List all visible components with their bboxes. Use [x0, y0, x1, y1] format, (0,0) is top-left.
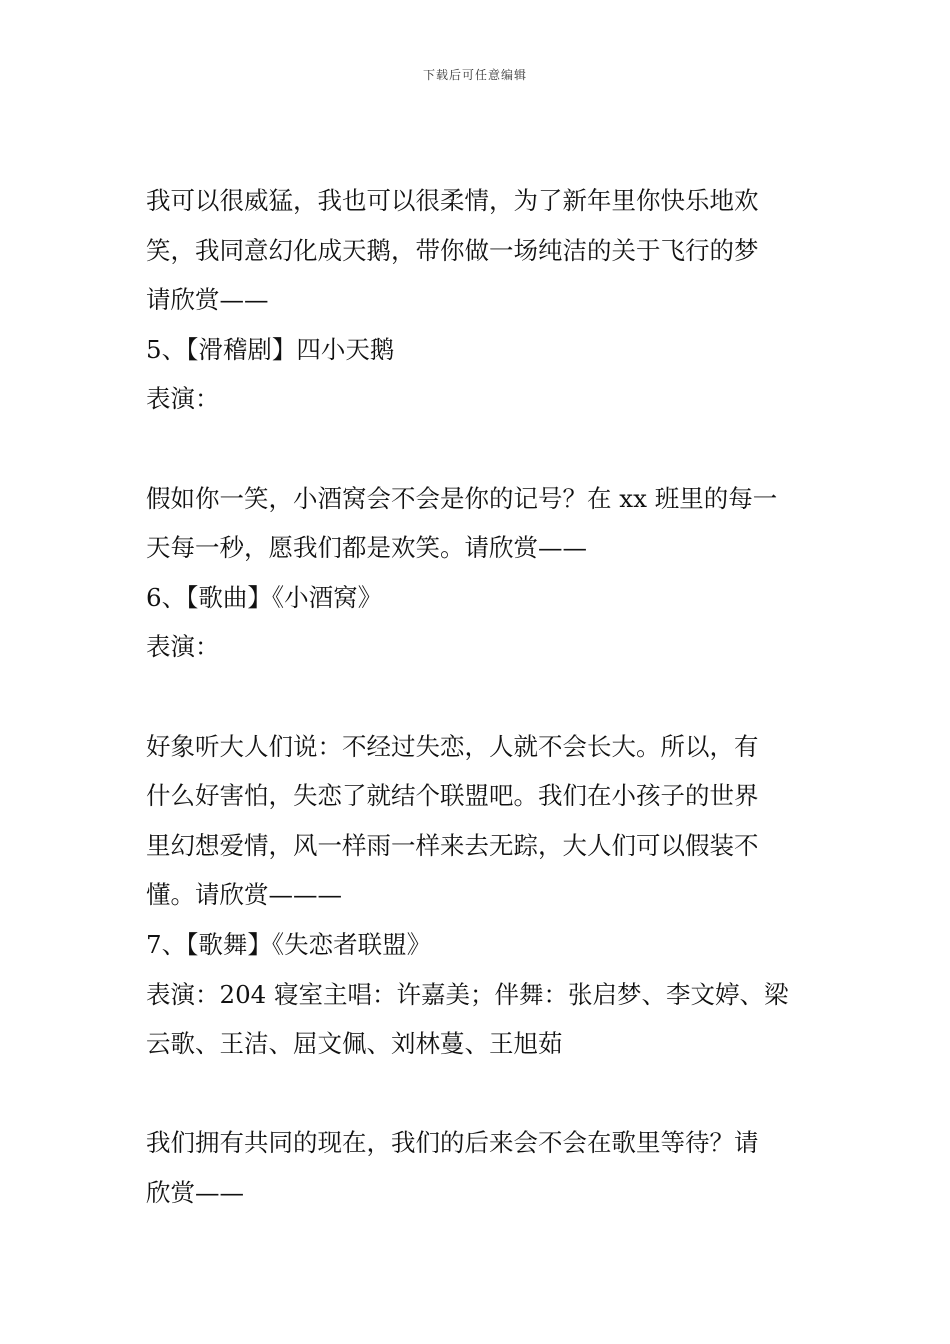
paragraph-line: 我们拥有共同的现在，我们的后来会不会在歌里等待？请: [146, 1128, 759, 1158]
paragraph-line: 什么好害怕，失恋了就结个联盟吧。我们在小孩子的世界: [146, 781, 759, 811]
section-intro: [146, 722, 811, 920]
paragraph-line: 我可以很威猛，我也可以很柔情，为了新年里你快乐地欢: [146, 186, 759, 215]
program-title: 7、【歌舞】《失恋者联盟》: [146, 929, 432, 959]
page-header: 下载后可任意编辑: [422, 68, 527, 82]
section-intro: [146, 176, 811, 325]
spacer: [146, 424, 811, 474]
paragraph-line: 欣赏——: [146, 1177, 244, 1207]
paragraph-line: 好象听大人们说：不经过失恋，人就不会长大。所以，有: [146, 731, 759, 761]
document-body: [146, 176, 811, 1217]
paragraph-line: 天每一秒，愿我们都是欢笑。请欣赏——: [146, 533, 587, 563]
section-intro: [146, 474, 811, 573]
paragraph-line: 假如你一笑，小酒窝会不会是你的记号？在 xx 班里的每一: [146, 483, 778, 513]
program-title: 5、【滑稽剧】四小天鹅: [146, 334, 395, 364]
performance-line: 表演：204 寝室主唱：许嘉美；伴舞：张启梦、李文婷、梁: [146, 979, 789, 1009]
spacer: [146, 1069, 811, 1119]
paragraph-line: 懂。请欣赏———: [146, 880, 342, 910]
paragraph-line: 请欣赏——: [146, 285, 269, 315]
performance-line: 表演：: [146, 632, 220, 662]
section-intro: [146, 1118, 811, 1217]
spacer: [146, 672, 811, 722]
performance-line: 云歌、王洁、屈文佩、刘林蔓、王旭茹: [146, 1029, 563, 1059]
paragraph-line: 里幻想爱情，风一样雨一样来去无踪，大人们可以假装不: [146, 830, 759, 860]
paragraph-line: 笑，我同意幻化成天鹅，带你做一场纯洁的关于飞行的梦: [146, 235, 759, 265]
performance-line: 表演：: [146, 384, 220, 414]
program-title: 6、【歌曲】《小酒窝》: [146, 582, 383, 612]
